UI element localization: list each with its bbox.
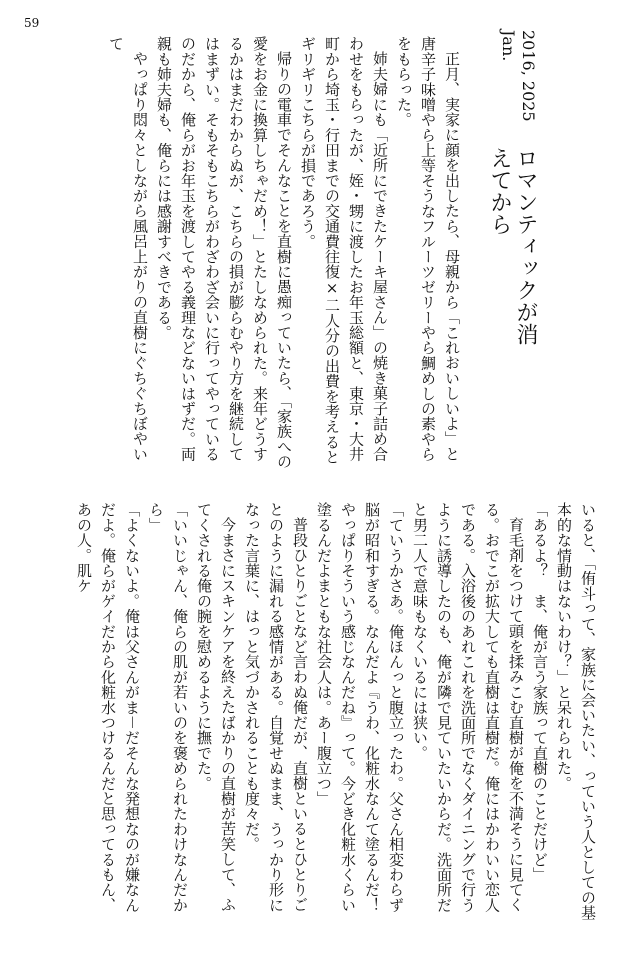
lower-text-block — [72, 502, 600, 927]
dialogue-line: 「いいじゃん、俺らの肌が若いのを褒められたわけなんだから」 — [147, 502, 189, 913]
paragraph: 普段ひとりごとなど言わぬ俺だが、直樹といるとひとりごとのように漏れる感情がある。自覚せぬまま、うっかり形になった言葉に、はっと気づかされることも度々だ。 — [243, 502, 309, 913]
paragraph: 今まさにスキンケアを終えたばかりの直樹が苦笑して、ふてくされる俺の腕を慰めるように撫でた。 — [195, 502, 237, 913]
dialogue-line: 「よくないよ。俺は父さんがま－だそんな発想なのが嫌なんだよ。俺らがゲイだから化粧水つけるんだと思ってるもん、あの人。肌ケ — [75, 502, 141, 913]
paragraph: 育毛剤をつけて頭を揉みこむ直樹が俺を不満そうに見てくる。おでこが拡大しても直樹は直樹だ。俺にはかわいい恋人である。入浴後のあれこれを洗面所でなくダイニングで行うように誘導したのも、俺が隣で見ていたいからだ。洗面所だと男二人で意味もなくいるには狭い。 — [411, 502, 525, 913]
dialogue-line: 「ていうかさあ。俺ほんっと腹立ったわ。父さん相変わらず脳が昭和すぎる。なんだよ『うわ、化粧水なんて塗るんだ！ やっぱりそういう感じなんだね』って。今どき化粧水くらい塗るんだよまともな社会人は。あー腹立つ」 — [315, 502, 405, 928]
chapter-title: ロマンティックが消えてから — [487, 147, 538, 346]
upper-text-block — [104, 36, 464, 471]
paragraph: 正月、実家に顔を出したら、母親から「これおいしいよ」と唐辛子味噌やら上等そうなフルーツゼリーやら鯛めしの素やらをもらった。 — [395, 36, 461, 462]
paragraph: やっぱり悶々としながら風呂上がりの直樹にぐちぐちぼやいて — [107, 36, 149, 462]
chapter-title-block — [486, 30, 538, 360]
chapter-date: 2016, 2025 Jan. — [499, 30, 538, 122]
page-number: 59 — [24, 16, 40, 30]
dialogue-line: 「あるよ？ ま、俺が言う家族って直樹のことだけど」 — [531, 502, 549, 882]
paragraph: いると、「侑斗って、家族に会いたい、っていう人としての基本的な情動はないわけ？」と呆れられた。 — [555, 502, 597, 921]
paragraph: 姉夫婦にも「近所にできたケーキ屋さん」の焼き菓子詰め合わせをもらったが、姪・甥に渡したお年玉総額と、東京・大井町から埼玉・行田までの交通費往復×二人分の出費を考えるとギリギリこちらが損であろう。 — [299, 36, 389, 465]
paragraph: 帰りの電車でそんなことを直樹に愚痴っていたら、「家族への愛をお金に換算しちゃだめ！」とたしなめられた。来年どうするかはまだわからぬが、こちらの損が膨らむやり方を継続してはまずい。そもそもこちらがわざわざ会いに行ってやっているのだから、俺らがお年玉を渡してやる義理などないはずだ。両親も姉夫婦も、俺らには感謝すべきである。 — [155, 36, 293, 470]
